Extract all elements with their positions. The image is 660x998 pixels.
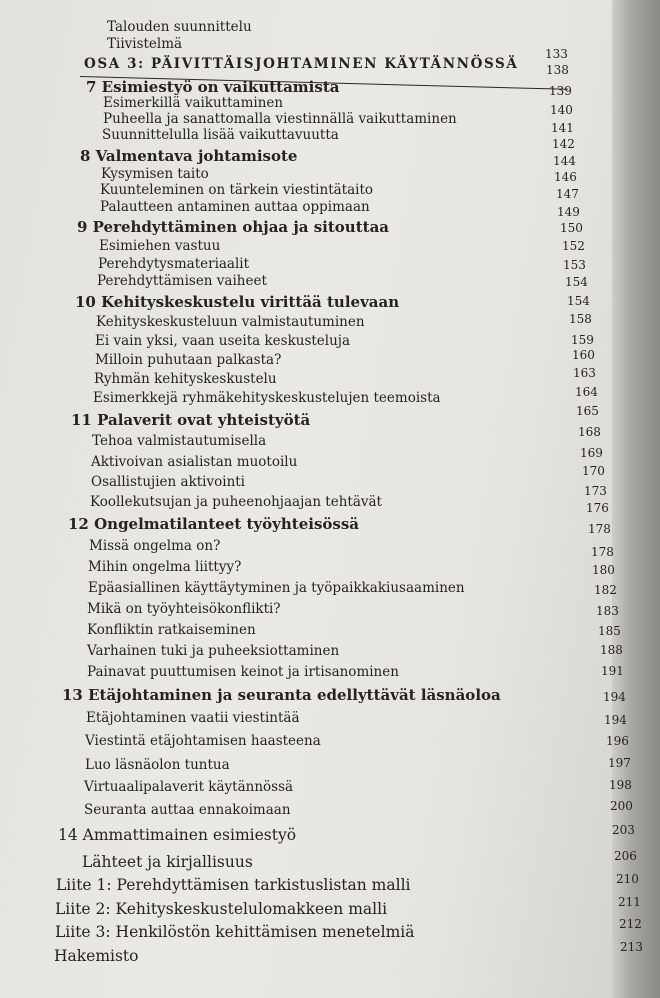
page-number: 138 [546,63,569,77]
toc-subentry: Mikä on työyhteisökonflikti? [87,601,281,617]
toc-subentry: Viestintä etäjohtamisen haasteena [85,733,321,749]
toc-subentry: Koollekutsujan ja puheenohjaajan tehtävät [90,494,382,510]
page-number: 206 [614,849,637,863]
toc-subentry: Kehityskeskusteluun valmistautuminen [96,314,365,330]
toc-chapter: 8 Valmentava johtamisote [80,147,298,165]
page-number: 146 [554,170,577,184]
toc-subentry: Ei vain yksi, vaan useita keskusteluja [95,333,351,349]
page-number: 170 [582,464,605,478]
page-number: 173 [584,484,607,498]
toc-subentry: Missä ongelma on? [89,538,221,554]
toc-subentry: Painavat puuttumisen keinot ja irtisanominen [87,664,399,680]
toc-subentry: Esimerkillä vaikuttaminen [103,95,284,111]
toc-chapter: 7 Esimiestyö on vaikuttamista [86,78,340,96]
toc-entry: Tiivistelmä [107,36,183,52]
page-number: 191 [601,664,624,678]
page-number: 176 [586,501,609,515]
page-number: 160 [572,348,595,362]
toc-subentry: Epäasiallinen käyttäytyminen ja työpaikkakiusaaminen [88,580,465,596]
part-heading: OSA 3: PÄIVITTÄISJOHTAMINEN KÄYTÄNNÖSSÄ [84,56,519,72]
toc-chapter: Liite 1: Perehdyttämisen tarkistuslistan malli [56,876,411,894]
page-number: 210 [616,872,639,886]
page-number: 168 [578,425,601,439]
toc-subentry: Tehoa valmistautumisella [92,433,267,449]
page-number: 178 [588,522,611,536]
toc-chapter: Liite 2: Kehityskeskustelulomakkeen malli [55,900,388,918]
page-number: 159 [571,333,594,347]
toc-chapter: 13 Etäjohtaminen ja seuranta edellyttävät läsnäoloa [62,686,501,704]
toc-subentry: Aktivoivan asialistan muotoilu [91,454,298,470]
page-number: 154 [567,294,590,308]
toc-chapter: 14 Ammattimainen esimiestyö [58,826,297,844]
toc-chapter: 10 Kehityskeskustelu virittää tulevaan [75,293,400,311]
page-number: 147 [556,187,579,201]
toc-chapter: Hakemisto [54,947,139,965]
toc-subentry: Ryhmän kehityskeskustelu [94,371,277,387]
page-number: 133 [545,47,568,61]
page-number: 149 [557,205,580,219]
toc-subentry: Konfliktin ratkaiseminen [87,622,256,638]
page-number: 142 [552,137,575,151]
page-number: 203 [612,823,635,837]
page-number: 194 [603,690,626,704]
toc-subentry: Milloin puhutaan palkasta? [95,352,282,368]
page-number: 213 [620,940,643,954]
toc-subentry: Perehdytysmateriaalit [98,256,250,272]
page-number: 200 [610,799,633,813]
toc-subentry: Esimiehen vastuu [99,238,221,254]
page-number: 153 [563,258,586,272]
toc-subentry: Mihin ongelma liittyy? [88,559,242,575]
page-number: 165 [576,404,599,418]
page-number: 139 [549,84,572,98]
page-number: 180 [592,563,615,577]
toc-subentry: Esimerkkejä ryhmäkehityskeskustelujen teemoista [93,390,441,406]
page-number: 158 [569,312,592,326]
toc-subentry: Osallistujien aktivointi [91,474,246,490]
page-number: 183 [596,604,619,618]
toc-subentry: Suunnittelulla lisää vaikuttavuutta [102,127,339,143]
page-number: 211 [618,895,641,909]
page-number: 163 [573,366,596,380]
page-number: 154 [565,275,588,289]
page-number: 188 [600,643,623,657]
toc-subentry: Kuunteleminen on tärkein viestintätaito [100,182,374,198]
toc-subentry: Palautteen antaminen auttaa oppimaan [100,199,370,215]
page-number: 140 [550,103,573,117]
page-number: 182 [594,583,617,597]
toc-subentry: Luo läsnäolon tuntua [85,757,230,773]
toc-chapter: 11 Palaverit ovat yhteistyötä [71,411,311,429]
page-number: 197 [608,756,631,770]
toc-subentry: Etäjohtaminen vaatii viestintää [86,710,300,726]
page-number: 178 [591,545,614,559]
toc-entry: Talouden suunnittelu [107,19,252,35]
toc-subentry: Puheella ja sanattomalla viestinnällä vaikuttaminen [103,111,457,127]
toc-chapter: 12 Ongelmatilanteet työyhteisössä [68,515,360,533]
toc-chapter: Liite 3: Henkilöstön kehittämisen menetelmiä [55,923,415,941]
page-number: 196 [606,734,629,748]
page-number: 198 [609,778,632,792]
toc-subentry: Varhainen tuki ja puheeksiottaminen [87,643,340,659]
page-number: 141 [551,121,574,135]
toc-chapter: Lähteet ja kirjallisuus [82,853,253,871]
toc-subentry: Kysymisen taito [101,166,209,182]
page-number: 194 [604,713,627,727]
toc-chapter: 9 Perehdyttäminen ohjaa ja sitouttaa [77,218,390,236]
page-number: 169 [580,446,603,460]
page-number: 164 [575,385,598,399]
page-number: 185 [598,624,621,638]
page-number: 212 [619,917,642,931]
toc-subentry: Virtuaalipalaverit käytännössä [84,779,294,795]
page-number: 152 [562,239,585,253]
toc-subentry: Perehdyttämisen vaiheet [97,273,267,289]
page-number: 150 [560,221,583,235]
page-number: 144 [553,154,576,168]
toc-subentry: Seuranta auttaa ennakoimaan [84,802,291,818]
